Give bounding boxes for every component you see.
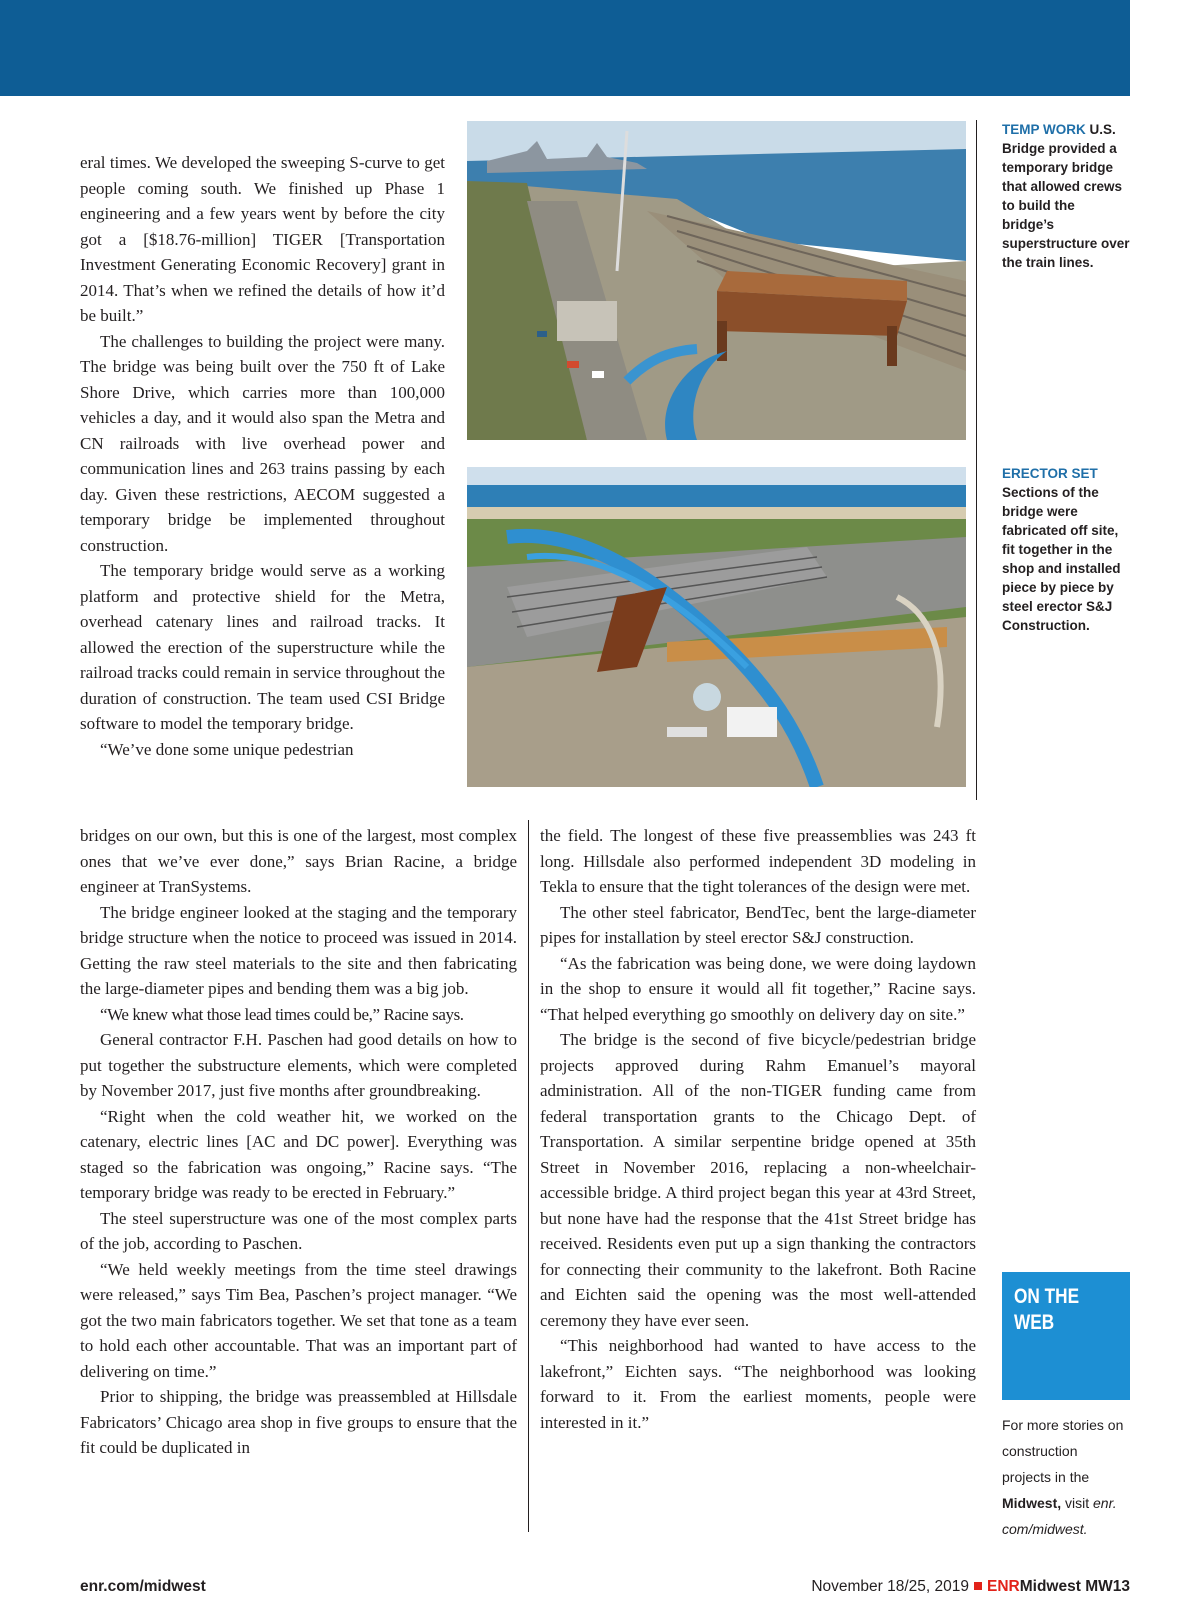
paragraph: “This neighborhood had wanted to have access to the lakefront,” Eichten says. “The neighborhood was looking forward to it. From the earliest moments, people were interested in it.” (540, 1336, 976, 1432)
caption-kicker: TEMP WORK (1002, 122, 1086, 137)
web-link[interactable]: enr. com/midwest. (1002, 1495, 1117, 1537)
footer-folio (811, 1578, 1130, 1596)
article-column-2 (80, 823, 517, 1461)
caption-text: U.S. Bridge provided a temporary bridge that allowed crews to build the bridge’s superstructure over the train lines. (1002, 122, 1130, 270)
paragraph: “Right when the cold weather hit, we worked on the catenary, electric lines [AC and DC power]. Everything was staged so the fabrication was ongoing,” Racine says. “The temporary bridge was ready to be erected in February.” (80, 1106, 517, 1202)
on-the-web-box (1002, 1272, 1130, 1400)
photo-bridge-erection (467, 467, 966, 787)
paragraph: bridges on our own, but this is one of the largest, most complex ones that we’ve ever done,” says Brian Racine, a bridge engineer at TranSystems. (80, 826, 517, 896)
article-column-1 (80, 150, 445, 762)
paragraph: The challenges to building the project were many. The bridge was being built over the 750 ft of Lake Shore Drive, which carries more than 100,000 vehicles a day, and it would also span the Metra and CN railroads with live overhead power and communication lines and 263 trains passing by each day. Given these restrictions, AECOM suggested a temporary bridge be implemented throughout construction. (80, 331, 445, 555)
photo-temporary-bridge (467, 121, 966, 440)
photo-caption-2 (1002, 464, 1130, 635)
paragraph: “We held weekly meetings from the time steel drawings were released,” says Tim Bea, Paschen’s project manager. “We got the two main fabricators together. We set that tone as a team to hold each other accountable. That was an important part of delivering on time.” (80, 1259, 517, 1381)
on-the-web-text: For more stories on construction projects in the Midwest, visit enr. com/midwest. (1002, 1417, 1124, 1537)
paragraph: The temporary bridge would serve as a working platform and protective shield for the Metra, overhead catenary lines and railroad tracks. It allowed the erection of the superstructure while the railroad tracks could remain in service throughout the duration of construction. The team used CSI Bridge software to model the temporary bridge. (80, 561, 445, 733)
photo-divider (976, 120, 977, 800)
paragraph: “As the fabrication was being done, we were doing laydown in the shop to ensure it would all fit together,” Racine says. “That helped everything go smoothly on delivery day on site.” (540, 953, 976, 1024)
footer-region: Midwest (1019, 1578, 1081, 1595)
caption-text: Sections of the bridge were fabricated off site, fit together in the shop and installed piece by piece by steel erector S&J Construction. (1002, 485, 1121, 633)
paragraph: “We knew what those lead times could be,” Racine says. (100, 1004, 464, 1024)
paragraph: eral times. We developed the sweeping S-curve to get people coming south. We finished up Phase 1 engineering and a few years went by before the city got a [$18.76-million] TIGER [Transportation Investment Generating Economic Recovery] grant in 2014. That’s when we refined the details of how it’d be built.” (80, 153, 445, 325)
caption-kicker: ERECTOR SET (1002, 466, 1098, 481)
paragraph: General contractor F.H. Paschen had good details on how to put together the substructure elements, which were completed by November 2017, just five months after groundbreaking. (80, 1030, 517, 1100)
header-band (0, 0, 1130, 96)
paragraph: The bridge is the second of five bicycle/pedestrian bridge projects approved during Rahm Emanuel’s mayoral administration. All of the non-TIGER funding came from federal transportation grants to the Chicago Dept. of Transportation. A similar serpentine bridge opened at 35th Street in November 2016, replacing a non-wheelchair-accessible bridge. A third project began this year at 43rd Street, but none have had the response that the 41st Street bridge has received. Residents even put up a sign thanking the contractors for connecting their community to the lakefront. Both Racine and Eichten said the opening was the most well-attended ceremony they have ever seen. (540, 1030, 976, 1330)
footer-page: MW13 (1085, 1578, 1130, 1595)
paragraph: The other steel fabricator, BendTec, bent the large-diameter pipes for installation by steel erector S&J construction. (540, 902, 976, 947)
photo-caption-1 (1002, 120, 1130, 272)
paragraph: the field. The longest of these five preassemblies was 243 ft long. Hillsdale also performed independent 3D modeling in Tekla to ensure that the tight tolerances of the design were met. (540, 826, 976, 896)
column-divider (528, 820, 529, 1532)
footer-url: enr.com/midwest (80, 1578, 206, 1595)
paragraph: The bridge engineer looked at the staging and the temporary bridge structure when the notice to proceed was issued in 2014. Getting the raw steel materials to the site and then fabricating the large-diameter pipes and bending them was a big job. (80, 902, 517, 998)
article-column-3 (540, 823, 976, 1435)
footer-date: November 18/25, 2019 (811, 1578, 969, 1595)
paragraph: “We’ve done some unique pedestrian (100, 739, 354, 759)
paragraph: Prior to shipping, the bridge was preassembled at Hillsdale Fabricators’ Chicago area shop in five groups to ensure that the fit could be duplicated in (80, 1387, 517, 1457)
square-bullet-icon (974, 1582, 982, 1590)
on-the-web-title: ON THE WEB (1014, 1285, 1080, 1334)
paragraph: The steel superstructure was one of the most complex parts of the job, according to Paschen. (80, 1208, 517, 1253)
footer-enr: ENR (987, 1578, 1020, 1595)
